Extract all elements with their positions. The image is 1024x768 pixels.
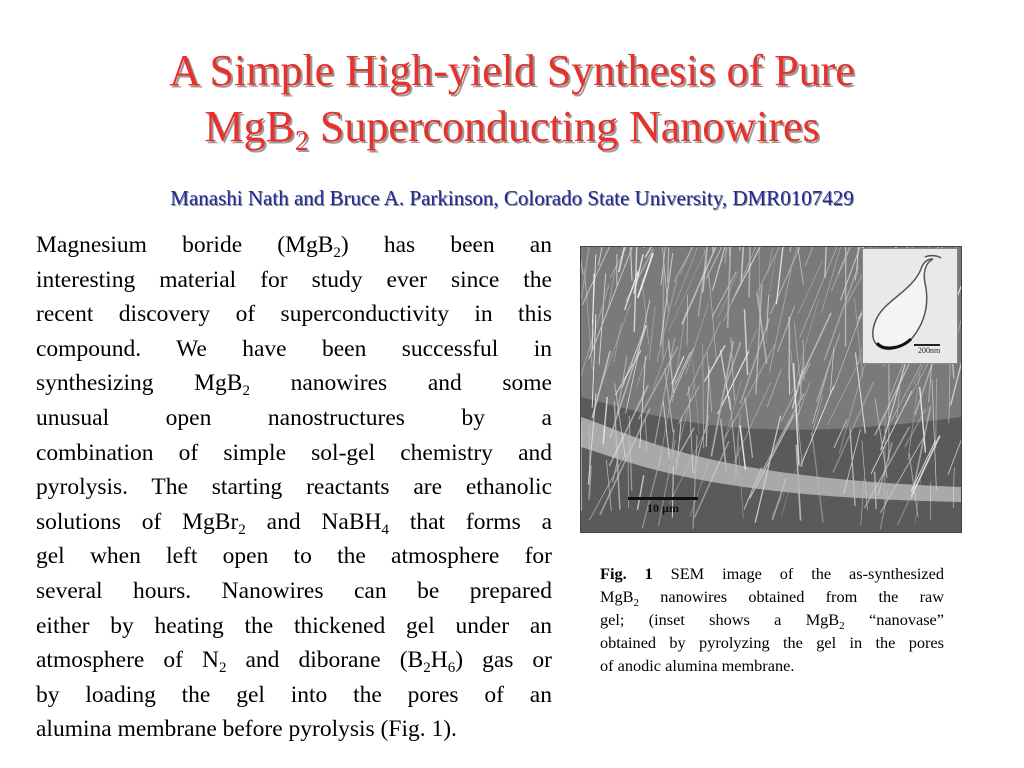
body-line: either by heating the thickened gel under an bbox=[36, 612, 552, 639]
caption-line: obtained by pyrolyzing the gel in the pores bbox=[600, 633, 944, 652]
figure-caption bbox=[600, 562, 944, 677]
scale-bar bbox=[628, 497, 698, 517]
caption-line: Fig. 1 SEM image of the as-synthesized bbox=[600, 564, 945, 583]
body-line: alumina membrane before pyrolysis (Fig. 1). bbox=[36, 716, 457, 743]
authors-affiliation: Manashi Nath and Bruce A. Parkinson, Colorado State University, DMR0107429 bbox=[170, 186, 854, 210]
body-line: compound. We have been successful in bbox=[36, 335, 552, 362]
body-line: synthesizing MgB$_2$ nanowires and some bbox=[36, 370, 552, 400]
body-line: recent discovery of superconductivity in this bbox=[36, 301, 552, 328]
caption-line: gel; (inset shows a MgB$_2$ “nanovase” bbox=[600, 610, 944, 632]
body-line: interesting material for study ever since the bbox=[36, 266, 552, 293]
body-line: unusual open nanostructures by a bbox=[36, 404, 552, 431]
body-line: atmosphere of $N_2$ and diborane $(B_2H_6)$ gas or bbox=[36, 647, 553, 677]
body-line: solutions of MgBr$_2$ and NaBH$_4$ that forms a bbox=[36, 508, 552, 538]
body-line: Magnesium boride (MgB$_2$) has been an bbox=[36, 232, 552, 261]
body-line: combination of simple sol-gel chemistry and bbox=[36, 439, 552, 466]
body-paragraph bbox=[36, 228, 552, 747]
caption-line: of anodic alumina membrane. bbox=[600, 656, 795, 675]
title-line-2: MgB$_2$ Superconducting Nanowires bbox=[204, 102, 820, 157]
body-line: pyrolysis. The starting reactants are ethanolic bbox=[36, 474, 552, 501]
body-line: by loading the gel into the pores of an bbox=[36, 681, 552, 708]
scale-bar-label: 10 µm bbox=[647, 501, 679, 515]
body-line: several hours. Nanowires can be prepared bbox=[36, 577, 552, 604]
nanovase-inset-image bbox=[862, 248, 958, 364]
body-line: gel when left open to the atmosphere for bbox=[36, 543, 552, 570]
inset-scale-label: 200nm bbox=[918, 346, 941, 355]
title-line-1: A Simple High-yield Synthesis of Pure bbox=[169, 46, 855, 95]
caption-line: MgB$_2$ nanowires obtained from the raw bbox=[600, 587, 944, 609]
caption-label: Fig. 1 bbox=[600, 564, 653, 583]
scale-bar-line bbox=[628, 497, 698, 500]
